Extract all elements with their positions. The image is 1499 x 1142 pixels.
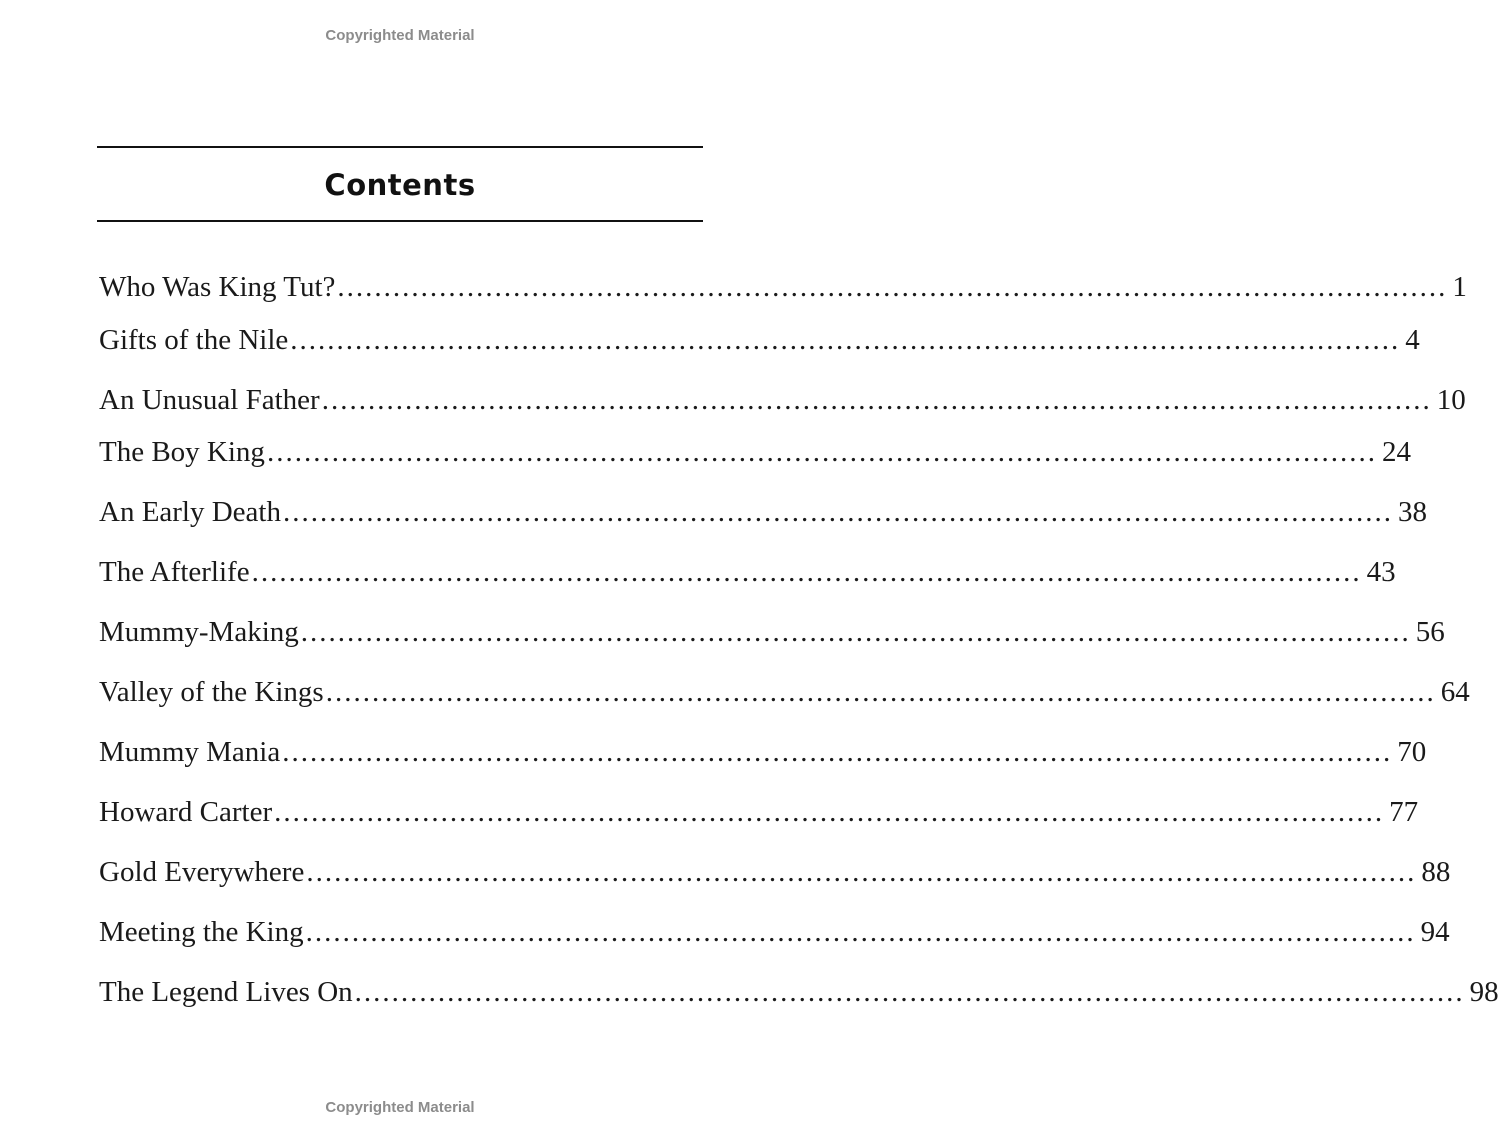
dot-leader: ........................................................................................................................ [251, 556, 1362, 588]
dot-leader: ........................................................................................................................ [266, 436, 1377, 468]
dot-leader: ........................................................................................................................ [305, 916, 1416, 948]
toc-entry-page: 56 [1415, 616, 1445, 648]
dot-leader: ........................................................................................................................ [337, 271, 1448, 303]
toc-entry-page: 88 [1421, 856, 1451, 888]
toc-entry-page: 24 [1381, 436, 1411, 468]
toc-entry-title: The Boy King [99, 436, 265, 468]
toc-entry-an-unusual-father[interactable] [99, 380, 1466, 420]
dot-leader: ........................................................................................................................ [325, 676, 1436, 708]
dot-leader: ........................................................................................................................ [283, 496, 1393, 528]
dot-leader: ........................................................................................................................ [321, 384, 1432, 416]
toc-entry-title: Howard Carter [99, 796, 273, 828]
toc-entry-gold-everywhere[interactable] [99, 852, 1451, 892]
heading-rule-bottom [97, 220, 703, 222]
toc-entry-an-early-death[interactable] [99, 492, 1427, 532]
toc-entry-title: The Afterlife [99, 556, 250, 588]
toc-entry-page: 10 [1436, 384, 1466, 416]
toc-entry-title: Who Was King Tut? [99, 271, 336, 303]
toc-entry-page: 43 [1366, 556, 1396, 588]
toc-entry-page: 64 [1440, 676, 1470, 708]
dot-leader: ........................................................................................................................ [282, 736, 1393, 768]
dot-leader: ........................................................................................................................ [300, 616, 1411, 648]
toc-entry-mummy-mania[interactable] [99, 732, 1427, 772]
toc-entry-page: 94 [1420, 916, 1450, 948]
toc-entry-page: 4 [1405, 324, 1420, 356]
toc-entry-title: The Legend Lives On [99, 976, 353, 1008]
toc-entry-title: Mummy-Making [99, 616, 299, 648]
heading-rule-top [97, 146, 703, 148]
toc-entry-who-was-king-tut[interactable] [99, 267, 1467, 307]
toc-entry-title: An Early Death [99, 496, 281, 528]
toc-entry-valley-of-the-kings[interactable] [99, 672, 1470, 712]
dot-leader: ........................................................................................................................ [306, 856, 1417, 888]
copyright-watermark-top: Copyrighted Material [325, 27, 475, 44]
toc-entry-page: 77 [1389, 796, 1419, 828]
toc-entry-title: Gifts of the Nile [99, 324, 289, 356]
toc-entry-title: An Unusual Father [99, 384, 320, 416]
toc-entry-page: 1 [1452, 271, 1467, 303]
toc-entry-title: Gold Everywhere [99, 856, 305, 888]
toc-entry-page: 98 [1469, 976, 1499, 1008]
toc-entry-gifts-of-the-nile[interactable] [99, 320, 1420, 360]
toc-entry-howard-carter[interactable] [99, 792, 1419, 832]
toc-entry-title: Meeting the King [99, 916, 304, 948]
dot-leader: ........................................................................................................................ [354, 976, 1465, 1008]
toc-entry-mummy-making[interactable] [99, 612, 1445, 652]
toc-entry-page: 38 [1398, 496, 1427, 528]
toc-entry-title: Mummy Mania [99, 736, 281, 768]
toc-entry-the-legend-lives-on[interactable] [99, 972, 1499, 1012]
toc-entry-page: 70 [1397, 736, 1427, 768]
dot-leader: ........................................................................................................................ [274, 796, 1385, 828]
contents-heading: Contents [324, 168, 476, 202]
dot-leader: ........................................................................................................................ [290, 324, 1401, 356]
toc-entry-the-boy-king[interactable] [99, 432, 1411, 472]
toc-entry-title: Valley of the Kings [99, 676, 324, 708]
copyright-watermark-bottom: Copyrighted Material [325, 1099, 475, 1116]
toc-entry-the-afterlife[interactable] [99, 552, 1396, 592]
toc-entry-meeting-the-king[interactable] [99, 912, 1450, 952]
